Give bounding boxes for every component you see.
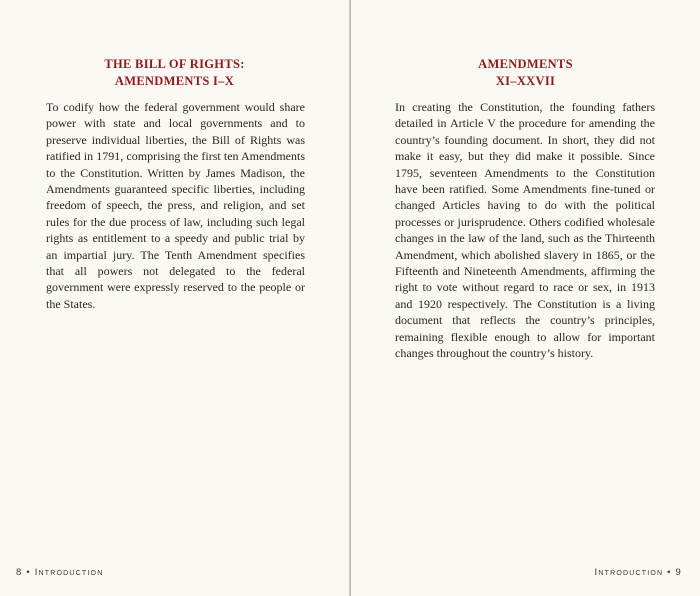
right-heading-line-2: XI–XXVII xyxy=(495,74,556,88)
left-page xyxy=(0,0,349,596)
right-page-heading xyxy=(351,56,700,90)
right-page-folio: Introduction • 9 xyxy=(594,567,682,578)
left-page-folio: 8 • Introduction xyxy=(16,567,104,578)
right-heading-line-1: AMENDMENTS xyxy=(478,57,573,71)
right-page-body: In creating the Constitution, the founding fathers detailed in Article V the procedure for amending the country’s founding document. In short, they did not make it easy, but they did make it possible. Since 1795, seventeen Amendments to the Constitution have been ratified. Some Amendments fine-tuned or changed Articles having to do with the political processes or jurisprudence. Others codified wholesale changes in the law of the land, such as the Thirteenth Amendment, which abolished slavery in 1865, or the Fifteenth and Nineteenth Amendments, affirming the right to vote without regard to race or sex, in 1913 and 1920 respectively. The Constitution is a living document that reflects the country’s principles, remaining flexible enough to allow for important changes throughout the country’s history. xyxy=(395,100,655,361)
left-heading-line-2: AMENDMENTS I–X xyxy=(114,74,235,88)
left-heading-line-1: THE BILL OF RIGHTS: xyxy=(104,57,245,71)
right-page xyxy=(351,0,700,596)
left-page-heading xyxy=(0,56,349,90)
left-page-body: To codify how the federal government would share power with state and local governments and to preserve individual liberties, the Bill of Rights was ratified in 1791, comprising the first ten Amendments to the Constitution. Written by James Madison, the Amendments guaranteed specific liberties, including freedom of speech, the press, and religion, and set rules for the due process of law, including such legal rights as entitlement to a speedy and public trial by an impartial jury. The Tenth Amendment specifies that all powers not delegated to the federal government were expressly reserved to the people or the States. xyxy=(46,100,305,311)
